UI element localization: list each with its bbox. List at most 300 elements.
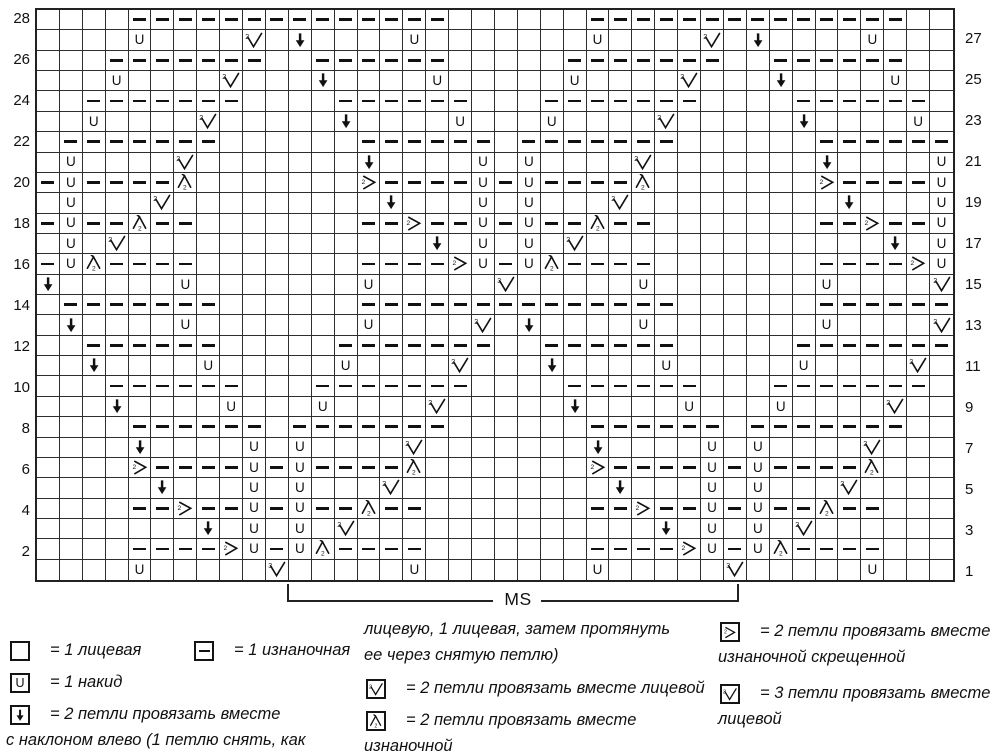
chart-cell [632,356,655,376]
chart-cell [358,275,381,295]
purl-dash-icon [843,507,856,510]
yarn-over-icon: U [180,276,191,292]
purl-dash-icon [156,385,169,388]
chart-cell [37,397,60,417]
chart-cell [518,519,541,539]
yarn-over-icon: U [249,480,259,496]
chart-cell [678,132,701,152]
chart-cell [358,336,381,356]
chart-cell [838,315,861,335]
purl-dash-icon [431,222,444,225]
k3tog-icon [722,687,738,702]
row-number-left: 14 [13,296,30,314]
purl-dash-icon [225,18,238,21]
chart-cell [358,356,381,376]
chart-cell [632,254,655,274]
chart-cell [358,417,381,437]
chart-cell [587,539,610,559]
purl-dash-icon [454,385,467,388]
purl-dash-icon [385,385,398,388]
chart-cell [37,539,60,559]
p2tog-tbl-icon [359,174,379,191]
chart-cell [587,112,610,132]
chart-cell [335,295,358,315]
yarn-over-icon: U [226,398,237,414]
purl-dash-icon [133,59,146,62]
svg-text:2: 2 [565,236,570,245]
chart-cell [358,560,381,580]
ssk-left-leaning-decrease-icon [817,154,837,171]
ssk-left-leaning-decrease-icon [794,113,814,130]
chart-cell [426,356,449,376]
chart-cell [83,153,106,173]
chart-cell [770,132,793,152]
chart-cell [106,397,129,417]
purl-dash-icon [316,18,329,21]
purl-dash-icon [362,548,375,551]
chart-cell [495,478,518,498]
yarn-over-icon: U [752,480,763,496]
chart-cell [174,254,197,274]
chart-cell [426,153,449,173]
chart-cell [335,499,358,519]
purl-dash-icon [637,425,650,428]
chart-cell [472,193,495,213]
purl-dash-icon [706,425,719,428]
purl-dash-icon [568,344,581,347]
k2tog-icon [175,154,195,171]
chart-cell [724,214,747,234]
p2tog-icon [130,215,150,232]
chart-cell [609,539,632,559]
purl-dash-icon [87,140,100,143]
chart-cell [335,438,358,458]
chart-cell [907,91,930,111]
chart-cell [838,10,861,30]
purl-dash-icon [385,425,398,428]
chart-cell [724,10,747,30]
purl-dash-icon [248,59,261,62]
repeat-bracket-line-right [541,600,739,602]
chart-cell [587,438,610,458]
chart-cell [37,275,60,295]
yarn-over-icon: U [88,113,99,129]
chart-cell [403,458,426,478]
chart-cell [632,51,655,71]
chart-cell [632,275,655,295]
yarn-over-icon: U [249,541,259,557]
chart-cell [747,71,770,91]
purl-dash-icon [683,59,696,62]
chart-cell [564,376,587,396]
chart-cell [793,71,816,91]
chart-cell [632,295,655,315]
purl-dash-icon [912,385,925,388]
purl-dash-icon [225,100,238,103]
purl-dash-icon [751,425,764,428]
chart-cell [724,275,747,295]
purl-dash-icon [133,263,146,266]
purl-dash-icon [866,140,879,143]
legend-symbol-p2togtbl-icon [720,622,740,642]
k2tog-icon [932,276,952,293]
chart-cell [335,336,358,356]
chart-cell [220,91,243,111]
chart-cell [495,397,518,417]
chart-cell [930,173,953,193]
chart-cell [312,153,335,173]
chart-cell [83,560,106,580]
chart-cell [861,132,884,152]
chart-cell [816,438,839,458]
yarn-over-icon: U [661,357,672,373]
chart-cell [37,560,60,580]
chart-cell [289,30,312,50]
chart-cell [678,173,701,193]
chart-cell [495,560,518,580]
chart-cell [403,10,426,30]
chart-cell [518,91,541,111]
chart-cell [884,254,907,274]
chart-cell [793,173,816,193]
chart-cell [403,112,426,132]
chart-cell [106,519,129,539]
chart-cell [907,519,930,539]
p2tog-tbl-icon [175,500,195,517]
chart-cell [770,315,793,335]
chart-cell [106,10,129,30]
chart-cell [174,214,197,234]
chart-cell [747,234,770,254]
purl-dash-icon [660,303,673,306]
chart-cell [380,315,403,335]
purl-dash-icon [614,507,627,510]
purl-dash-icon [385,548,398,551]
chart-cell [106,560,129,580]
chart-cell [472,560,495,580]
chart-cell [518,478,541,498]
ssk-left-leaning-decrease-icon [12,708,28,723]
svg-text:2: 2 [132,464,136,472]
chart-cell [770,336,793,356]
yarn-over-icon: U [363,276,374,292]
chart-cell [380,336,403,356]
chart-cell [747,376,770,396]
purl-dash-icon [843,303,856,306]
chart-cell [312,519,335,539]
chart-cell [60,438,83,458]
chart-cell [747,356,770,376]
purl-dash-icon [316,385,329,388]
chart-cell [518,193,541,213]
svg-text:2: 2 [176,154,181,163]
svg-text:3: 3 [268,562,273,571]
chart-cell [724,51,747,71]
svg-text:2: 2 [870,469,875,477]
chart-cell [220,519,243,539]
chart-cell [197,376,220,396]
chart-cell [151,336,174,356]
chart-cell [380,132,403,152]
purl-dash-icon [637,140,650,143]
chart-cell [724,356,747,376]
chart-cell [724,438,747,458]
purl-dash-icon [591,100,604,103]
chart-cell [518,112,541,132]
chart-cell [174,560,197,580]
chart-cell [220,193,243,213]
svg-text:2: 2 [368,683,373,690]
chart-cell [793,30,816,50]
chart-cell [220,173,243,193]
purl-dash-icon [820,263,833,266]
chart-cell [495,10,518,30]
chart-cell [907,234,930,254]
chart-cell [701,315,724,335]
svg-text:2: 2 [634,154,639,163]
chart-cell [358,397,381,417]
chart-cell [838,560,861,580]
purl-dash-icon [843,181,856,184]
chart-cell [495,91,518,111]
chart-cell [60,336,83,356]
chart-cell [838,193,861,213]
purl-dash-icon [362,18,375,21]
chart-cell [403,173,426,193]
chart-cell [37,214,60,234]
chart-cell [266,173,289,193]
chart-cell [197,519,220,539]
chart-cell [151,10,174,30]
chart-cell [60,30,83,50]
svg-text:2: 2 [863,439,868,448]
purl-dash-icon [820,548,833,551]
chart-cell [403,295,426,315]
purl-dash-icon [293,18,306,21]
chart-grid [35,8,955,582]
purl-dash-icon [637,263,650,266]
chart-cell [289,10,312,30]
chart-cell [884,295,907,315]
chart-cell [220,132,243,152]
chart-cell [129,153,152,173]
chart-cell [426,560,449,580]
chart-cell [747,173,770,193]
chart-cell [174,356,197,376]
chart-cell [930,71,953,91]
purl-dash-icon [843,548,856,551]
chart-cell [541,539,564,559]
purl-dash-icon [614,59,627,62]
chart-cell [632,438,655,458]
yarn-over-icon: U [638,317,649,333]
chart-cell [724,539,747,559]
chart-cell [609,397,632,417]
chart-cell [701,560,724,580]
chart-cell [174,295,197,315]
purl-dash-icon [156,263,169,266]
purl-dash-icon [225,466,238,469]
purl-dash-icon [912,222,925,225]
chart-cell [472,91,495,111]
chart-cell [174,417,197,437]
row-number-right: 17 [965,235,982,253]
purl-dash-icon [866,548,879,551]
chart-cell [426,519,449,539]
purl-dash-icon [339,59,352,62]
purl-dash-icon [110,181,123,184]
purl-dash-icon [316,425,329,428]
chart-cell [37,112,60,132]
purl-dash-icon [683,466,696,469]
chart-cell [678,336,701,356]
yarn-over-icon: U [707,500,717,516]
chart-cell [678,560,701,580]
chart-cell [609,499,632,519]
chart-cell [655,193,678,213]
k2tog-icon [152,194,172,211]
chart-cell [838,438,861,458]
chart-cell [60,295,83,315]
svg-text:2: 2 [910,260,915,268]
chart-cell [83,478,106,498]
purl-dash-icon [202,140,215,143]
k2tog-icon [794,520,814,537]
chart-cell [861,356,884,376]
chart-cell [151,295,174,315]
chart-cell [655,539,678,559]
purl-dash-icon [774,507,787,510]
ssk-left-leaning-decrease-icon [313,72,333,89]
row-number-left: 10 [13,378,30,396]
chart-cell [495,438,518,458]
purl-dash-icon [339,425,352,428]
chart-cell [907,356,930,376]
chart-cell [587,295,610,315]
purl-dash-icon [362,385,375,388]
purl-dash-icon [110,303,123,306]
chart-cell [747,499,770,519]
chart-cell [289,254,312,274]
legend-symbol-purl-icon [194,641,214,661]
purl-dash-icon [706,59,719,62]
chart-cell [816,458,839,478]
chart-cell [564,71,587,91]
svg-text:2: 2 [366,510,371,517]
chart-cell [587,234,610,254]
k2tog-icon [404,439,424,456]
chart-cell [449,438,472,458]
k2tog-icon [656,113,676,130]
yarn-over-icon: U [317,398,328,414]
chart-cell [197,30,220,50]
chart-cell [449,71,472,91]
chart-cell [838,376,861,396]
svg-text:2: 2 [405,439,410,448]
purl-dash-icon [660,507,673,510]
purl-dash-icon [866,385,879,388]
chart-cell [632,519,655,539]
chart-cell [564,356,587,376]
chart-cell [838,173,861,193]
chart-cell [724,91,747,111]
p2tog-tbl-icon [221,540,241,557]
chart-cell [632,91,655,111]
chart-cell [770,51,793,71]
chart-cell [151,519,174,539]
k2tog-icon [862,439,882,456]
chart-cell [609,356,632,376]
purl-dash-icon [912,344,925,347]
chart-cell [312,478,335,498]
chart-cell [358,214,381,234]
chart-cell [884,376,907,396]
chart-cell [83,234,106,254]
chart-cell [930,112,953,132]
chart-cell [678,234,701,254]
chart-cell [358,153,381,173]
purl-dash-icon [614,140,627,143]
chart-cell [770,478,793,498]
chart-cell [472,30,495,50]
chart-cell [472,71,495,91]
chart-cell [793,417,816,437]
purl-dash-icon [248,425,261,428]
chart-cell [816,356,839,376]
purl-dash-icon [454,140,467,143]
chart-cell [495,315,518,335]
chart-cell [907,214,930,234]
chart-cell [587,173,610,193]
chart-cell [289,51,312,71]
chart-cell [861,193,884,213]
purl-dash-icon [889,344,902,347]
legend-label-k3tog-line1: = 3 петли провязать вместе [760,684,991,702]
chart-cell [587,214,610,234]
chart-cell [289,356,312,376]
chart-cell [472,539,495,559]
yarn-over-icon: U [249,439,259,455]
chart-cell [587,71,610,91]
purl-dash-icon [797,18,810,21]
chart-cell [655,153,678,173]
yarn-over-icon: U [340,357,351,373]
yarn-over-icon: U [523,256,534,272]
chart-cell [243,91,266,111]
chart-cell [220,315,243,335]
chart-cell [358,91,381,111]
chart-cell [907,438,930,458]
purl-dash-icon [64,140,77,143]
purl-dash-icon [797,466,810,469]
purl-dash-icon [408,140,421,143]
legend-symbol-k3tog-icon [720,684,740,704]
purl-dash-icon [591,548,604,551]
chart-cell [335,30,358,50]
chart-cell [884,478,907,498]
chart-cell [403,153,426,173]
chart-cell [403,519,426,539]
chart-cell [861,336,884,356]
purl-dash-icon [454,344,467,347]
chart-cell [541,153,564,173]
chart-cell [335,71,358,91]
chart-cell [266,458,289,478]
chart-cell [266,336,289,356]
p2tog-icon [817,500,837,517]
chart-cell [564,10,587,30]
purl-dash-icon [889,59,902,62]
